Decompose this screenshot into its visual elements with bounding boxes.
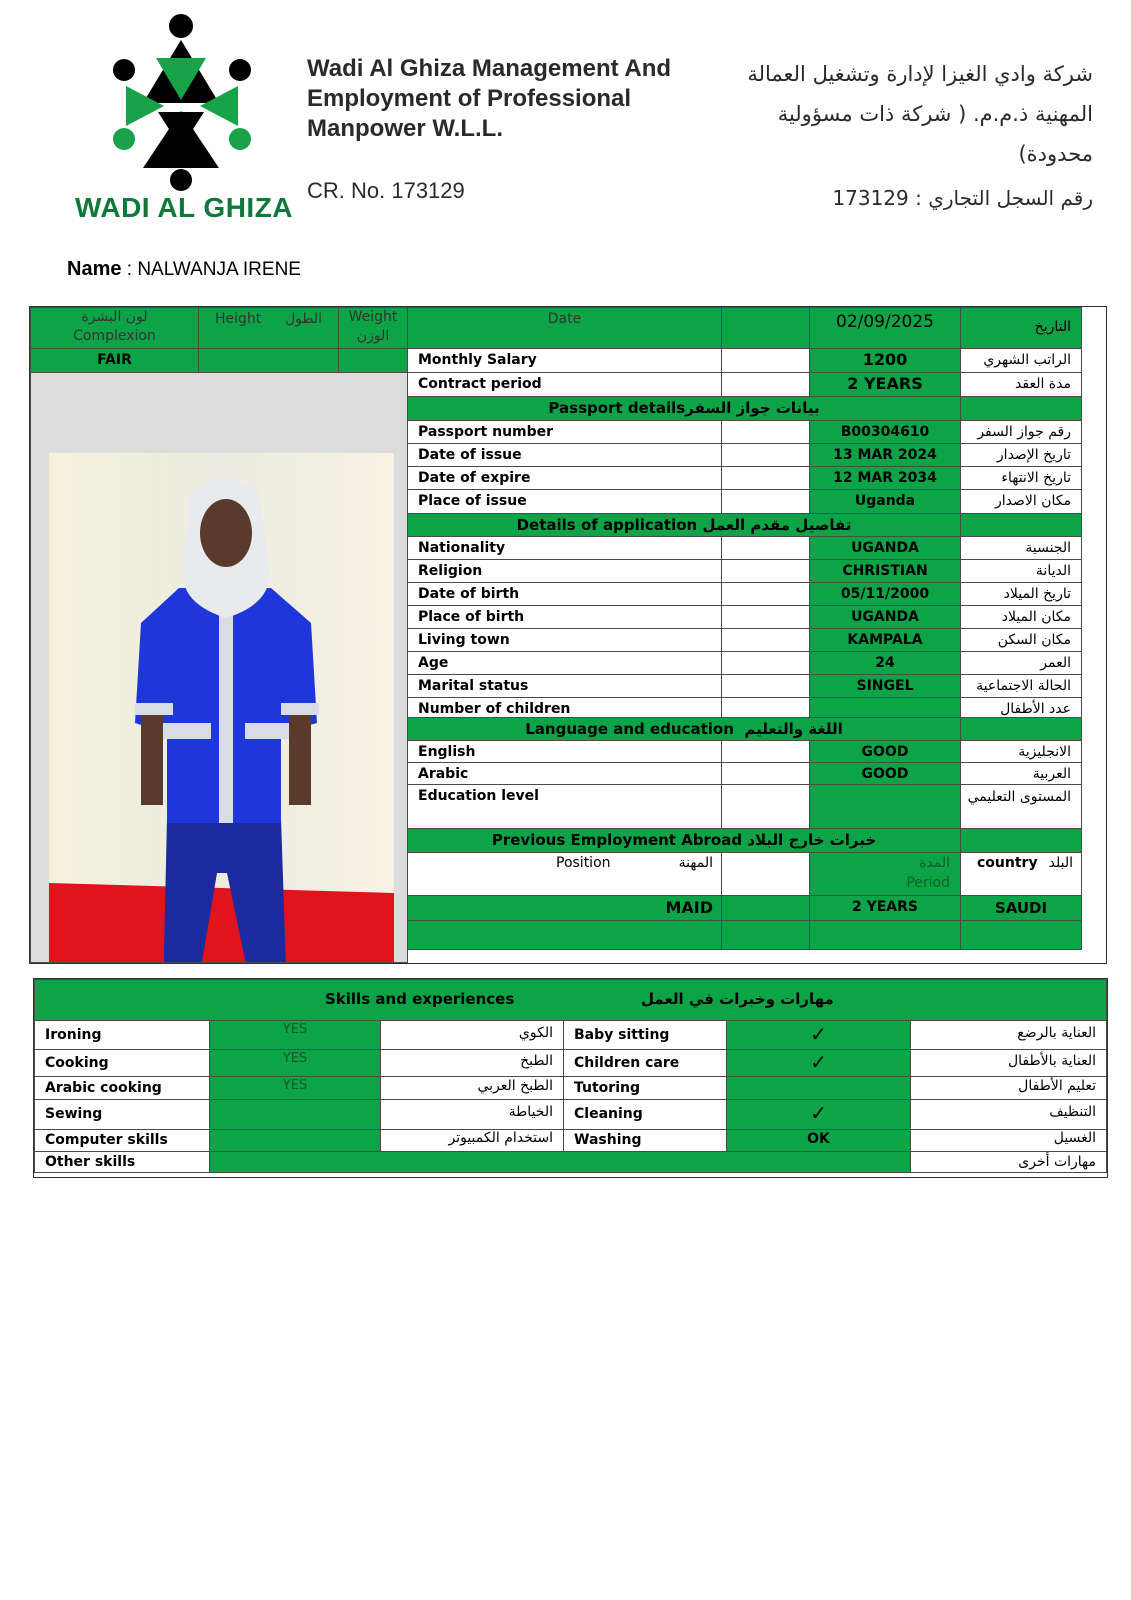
skill-label-right: Tutoring — [563, 1076, 727, 1100]
passport-row-spacer — [721, 466, 810, 491]
application-row-spacer — [721, 559, 810, 583]
application-row-ar: الديانة — [960, 559, 1082, 583]
skill-ar-right: الغسيل — [910, 1129, 1107, 1152]
skill-ar-right: التنظيف — [910, 1099, 1107, 1130]
application-row-label: Religion — [407, 559, 722, 583]
skills-table — [33, 978, 1108, 1178]
arabic-spacer — [721, 762, 810, 785]
application-form — [29, 306, 1107, 964]
date-spacer — [721, 307, 810, 349]
candidate-photo — [49, 453, 394, 963]
period-value: 2 YEARS — [809, 895, 961, 921]
application-row-label: Place of birth — [407, 605, 722, 629]
passport-row-spacer — [721, 489, 810, 514]
name-separator: : — [121, 259, 138, 280]
date-header: Date — [407, 307, 722, 349]
skills-title-row: Skills and experiences مهارات وخبرات في العمل — [34, 979, 1107, 1021]
application-row-ar: تاريخ الميلاد — [960, 582, 1082, 606]
position-value: MAID — [407, 895, 722, 921]
skill-value-left: YES — [209, 1076, 381, 1100]
employment-title-spacer — [960, 828, 1082, 853]
passport-title-spacer — [960, 396, 1082, 421]
skill-label-left: Ironing — [34, 1020, 210, 1050]
skill-ar-left: الكوي — [380, 1020, 564, 1050]
empty-row-a — [407, 920, 722, 950]
passport-row-value: Uganda — [809, 489, 961, 514]
skill-ar-left: الطبخ العربي — [380, 1076, 564, 1100]
logo-wordmark: WADI AL GHIZA — [74, 192, 294, 223]
passport-row-label: Place of issue — [407, 489, 722, 514]
empty-row-c — [809, 920, 961, 950]
height-value — [198, 348, 339, 373]
empty-row-b — [721, 920, 810, 950]
position-spacer — [721, 852, 810, 896]
skill-value-left: YES — [209, 1020, 381, 1050]
name-value: NALWANJA IRENE — [137, 259, 301, 280]
passport-row-spacer — [721, 420, 810, 445]
passport-row-label: Date of issue — [407, 443, 722, 468]
other-skills-ar: مهارات أخرى — [910, 1151, 1107, 1173]
skill-value-right: OK — [726, 1129, 911, 1152]
application-title-spacer — [960, 513, 1082, 537]
position-header: Position المهنة — [407, 852, 722, 896]
language-section-title: Language and education اللغة والتعليم — [407, 717, 961, 741]
arabic-label: Arabic — [407, 762, 722, 785]
application-row-ar: الحالة الاجتماعية — [960, 674, 1082, 698]
weight-value — [338, 348, 408, 373]
company-logo — [68, 8, 300, 230]
country-value: SAUDI — [960, 895, 1082, 921]
other-skills-value — [209, 1151, 911, 1173]
cr-number-en: CR. No. 173129 — [307, 178, 465, 203]
skill-value-left — [209, 1099, 381, 1130]
skill-ar-left: الخياطة — [380, 1099, 564, 1130]
skill-label-right: Washing — [563, 1129, 727, 1152]
skill-label-right: Children care — [563, 1049, 727, 1077]
application-row-ar: الجنسية — [960, 536, 1082, 560]
application-row-value: KAMPALA — [809, 628, 961, 652]
document-header — [0, 0, 1131, 240]
skill-ar-left: استخدام الكمبيوتر — [380, 1129, 564, 1152]
application-row-label: Living town — [407, 628, 722, 652]
application-row-value: SINGEL — [809, 674, 961, 698]
education-ar: المستوى التعليمي — [960, 784, 1082, 829]
skill-value-right: ✓ — [726, 1020, 911, 1050]
arabic-value: GOOD — [809, 762, 961, 785]
application-row-spacer — [721, 674, 810, 698]
salary-value: 1200 — [809, 348, 961, 373]
application-row-label: Date of birth — [407, 582, 722, 606]
skill-value-left — [209, 1129, 381, 1152]
application-row-spacer — [721, 651, 810, 675]
passport-row-label: Passport number — [407, 420, 722, 445]
english-spacer — [721, 740, 810, 763]
application-row-value: 05/11/2000 — [809, 582, 961, 606]
application-row-spacer — [721, 605, 810, 629]
contract-label: Contract period — [407, 372, 722, 397]
date-ar-label: التاريخ — [960, 307, 1082, 349]
skill-value-right: ✓ — [726, 1099, 911, 1130]
complexion-value: FAIR — [30, 348, 199, 373]
english-ar: الانجليزية — [960, 740, 1082, 763]
passport-row-ar: رقم جواز السفر — [960, 420, 1082, 445]
application-row-value: UGANDA — [809, 605, 961, 629]
salary-label: Monthly Salary — [407, 348, 722, 373]
skill-label-left: Sewing — [34, 1099, 210, 1130]
passport-row-spacer — [721, 443, 810, 468]
date-value: 02/09/2025 — [809, 307, 961, 349]
arabic-ar: العربية — [960, 762, 1082, 785]
application-row-ar: عدد الأطفال — [960, 697, 1082, 721]
application-row-value: 24 — [809, 651, 961, 675]
photo-frame — [30, 372, 408, 963]
skill-ar-right: العناية بالرضع — [910, 1020, 1107, 1050]
skill-value-right: ✓ — [726, 1049, 911, 1077]
position-value-spacer — [721, 895, 810, 921]
application-row-ar: مكان الميلاد — [960, 605, 1082, 629]
education-value — [809, 784, 961, 829]
education-spacer — [721, 784, 810, 829]
application-row-label: Number of children — [407, 697, 722, 721]
application-section-title: Details of application تفاصيل مقدم العمل — [407, 513, 961, 537]
empty-row-d — [960, 920, 1082, 950]
english-value: GOOD — [809, 740, 961, 763]
contract-ar: مدة العقد — [960, 372, 1082, 397]
application-row-ar: العمر — [960, 651, 1082, 675]
application-row-value: CHRISTIAN — [809, 559, 961, 583]
other-skills-label: Other skills — [34, 1151, 210, 1173]
passport-row-value: 12 MAR 2034 — [809, 466, 961, 491]
application-row-spacer — [721, 536, 810, 560]
passport-section-title: Passport detailsبيانات جواز السفر — [407, 396, 961, 421]
skill-value-right — [726, 1076, 911, 1100]
skill-label-right: Baby sitting — [563, 1020, 727, 1050]
skill-label-left: Arabic cooking — [34, 1076, 210, 1100]
english-label: English — [407, 740, 722, 763]
skill-ar-right: العناية بالأطفال — [910, 1049, 1107, 1077]
passport-row-value: 13 MAR 2024 — [809, 443, 961, 468]
application-row-spacer — [721, 582, 810, 606]
skill-label-left: Cooking — [34, 1049, 210, 1077]
application-row-value: UGANDA — [809, 536, 961, 560]
contract-spacer — [721, 372, 810, 397]
education-label: Education level — [407, 784, 722, 829]
weight-header: Weight الوزن — [338, 307, 408, 349]
passport-row-value: B00304610 — [809, 420, 961, 445]
application-row-label: Age — [407, 651, 722, 675]
candidate-name-line — [67, 258, 301, 281]
passport-row-label: Date of expire — [407, 466, 722, 491]
company-name-ar: شركة وادي الغيزا لإدارة وتشغيل العمالة المهنية ذ.م.م. ( شركة ذات مسؤولية محدودة) — [747, 62, 1093, 166]
company-name-en: Wadi Al Ghiza Management And Employment of Professional Manpower W.L.L. — [307, 55, 672, 142]
employment-section-title: Previous Employment Abroad خبرات خارج البلاد — [407, 828, 961, 853]
skill-label-right: Cleaning — [563, 1099, 727, 1130]
skill-ar-right: تعليم الأطفال — [910, 1076, 1107, 1100]
cr-number-ar: رقم السجل التجاري : 173129 — [832, 186, 1093, 210]
skill-value-left: YES — [209, 1049, 381, 1077]
salary-spacer — [721, 348, 810, 373]
period-header: المدة Period — [809, 852, 961, 896]
passport-row-ar: مكان الاصدار — [960, 489, 1082, 514]
salary-ar: الراتب الشهري — [960, 348, 1082, 373]
contract-value: 2 YEARS — [809, 372, 961, 397]
height-header: Height الطول — [198, 307, 339, 349]
country-header: country البلد — [960, 852, 1082, 896]
name-label: Name — [67, 258, 122, 280]
application-row-ar: مكان السكن — [960, 628, 1082, 652]
application-row-label: Nationality — [407, 536, 722, 560]
logo-emblem-icon — [68, 8, 300, 193]
candidate-photo-icon — [49, 453, 394, 963]
skill-label-left: Computer skills — [34, 1129, 210, 1152]
application-row-label: Marital status — [407, 674, 722, 698]
passport-row-ar: تاريخ الانتهاء — [960, 466, 1082, 491]
passport-row-ar: تاريخ الإصدار — [960, 443, 1082, 468]
complexion-header: لون البشرة Complexion — [30, 307, 199, 349]
skill-ar-left: الطبخ — [380, 1049, 564, 1077]
application-row-spacer — [721, 628, 810, 652]
language-title-spacer — [960, 717, 1082, 741]
